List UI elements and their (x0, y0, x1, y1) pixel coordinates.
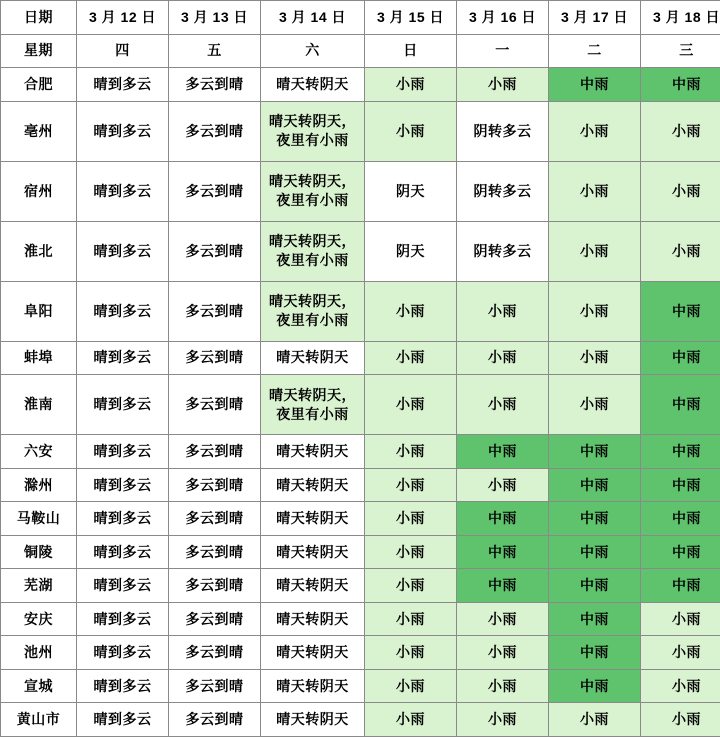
table-body (1, 1, 720, 737)
city-label: 黄山市 (1, 703, 77, 737)
forecast-cell: 晴天转阴天 (261, 602, 365, 636)
forecast-cell (261, 101, 365, 161)
forecast-cell: 小雨 (457, 68, 549, 102)
forecast-cell: 中雨 (457, 502, 549, 536)
forecast-cell: 多云到晴 (169, 68, 261, 102)
forecast-cell: 中雨 (549, 669, 641, 703)
forecast-cell: 多云到晴 (169, 602, 261, 636)
forecast-cell: 多云到晴 (169, 281, 261, 341)
forecast-cell (261, 161, 365, 221)
forecast-cell: 小雨 (549, 703, 641, 737)
forecast-cell: 小雨 (365, 468, 457, 502)
forecast-cell: 中雨 (641, 569, 720, 603)
header-label-date: 日期 (1, 1, 77, 35)
forecast-cell-line: 晴天转阴天， (269, 113, 356, 130)
forecast-cell: 小雨 (549, 281, 641, 341)
forecast-cell: 多云到晴 (169, 636, 261, 670)
forecast-cell: 中雨 (549, 435, 641, 469)
forecast-cell: 晴天转阴天 (261, 468, 365, 502)
table-row (1, 669, 720, 703)
forecast-cell: 小雨 (549, 101, 641, 161)
forecast-cell: 中雨 (549, 569, 641, 603)
forecast-cell: 小雨 (365, 502, 457, 536)
table-row (1, 703, 720, 737)
date-header-1: 3 月 13 日 (169, 1, 261, 35)
forecast-cell: 小雨 (365, 569, 457, 603)
date-header-6: 3 月 18 日 (641, 1, 720, 35)
header-label-weekday: 星期 (1, 34, 77, 68)
forecast-cell: 小雨 (365, 602, 457, 636)
forecast-cell: 晴天转阴天 (261, 669, 365, 703)
forecast-cell-line: 夜里有小雨 (276, 252, 349, 269)
forecast-cell: 晴到多云 (77, 435, 169, 469)
forecast-cell: 小雨 (457, 602, 549, 636)
forecast-cell: 晴到多云 (77, 281, 169, 341)
table-row (1, 161, 720, 221)
forecast-cell: 多云到晴 (169, 375, 261, 435)
forecast-cell: 小雨 (365, 669, 457, 703)
table-row (1, 569, 720, 603)
city-label: 铜陵 (1, 535, 77, 569)
forecast-cell: 晴到多云 (77, 602, 169, 636)
forecast-cell-line: 夜里有小雨 (276, 405, 349, 422)
table-row (1, 101, 720, 161)
forecast-cell: 中雨 (549, 468, 641, 502)
forecast-cell: 阴转多云 (457, 101, 549, 161)
city-label: 池州 (1, 636, 77, 670)
forecast-cell: 阴转多云 (457, 161, 549, 221)
table-row (1, 535, 720, 569)
forecast-cell: 晴天转阴天 (261, 636, 365, 670)
forecast-cell: 阴天 (365, 221, 457, 281)
forecast-cell: 中雨 (549, 502, 641, 536)
forecast-cell: 中雨 (641, 502, 720, 536)
forecast-cell: 小雨 (457, 636, 549, 670)
forecast-cell: 小雨 (457, 341, 549, 375)
forecast-cell-line: 晴天转阴天， (269, 386, 356, 403)
forecast-cell: 小雨 (549, 375, 641, 435)
forecast-cell: 中雨 (457, 435, 549, 469)
forecast-cell: 晴天转阴天 (261, 435, 365, 469)
forecast-cell: 小雨 (641, 602, 720, 636)
forecast-cell (261, 375, 365, 435)
forecast-cell: 晴天转阴天 (261, 569, 365, 603)
forecast-cell: 小雨 (641, 636, 720, 670)
forecast-cell: 晴到多云 (77, 468, 169, 502)
forecast-cell: 晴到多云 (77, 636, 169, 670)
forecast-cell: 晴到多云 (77, 703, 169, 737)
forecast-cell: 阴转多云 (457, 221, 549, 281)
forecast-cell: 小雨 (365, 435, 457, 469)
forecast-cell: 小雨 (641, 101, 720, 161)
city-label: 淮北 (1, 221, 77, 281)
table-row (1, 636, 720, 670)
table-row (1, 221, 720, 281)
forecast-cell: 小雨 (365, 281, 457, 341)
date-header-0: 3 月 12 日 (77, 1, 169, 35)
table-row (1, 68, 720, 102)
city-label: 马鞍山 (1, 502, 77, 536)
weekday-header-4: 一 (457, 34, 549, 68)
forecast-cell: 晴到多云 (77, 535, 169, 569)
weekday-header-0: 四 (77, 34, 169, 68)
city-label: 阜阳 (1, 281, 77, 341)
forecast-cell: 小雨 (365, 375, 457, 435)
date-header-row (1, 1, 720, 35)
forecast-cell: 小雨 (457, 703, 549, 737)
forecast-cell: 小雨 (641, 669, 720, 703)
forecast-cell: 多云到晴 (169, 341, 261, 375)
table-row (1, 602, 720, 636)
weekday-header-1: 五 (169, 34, 261, 68)
forecast-cell: 多云到晴 (169, 535, 261, 569)
forecast-cell: 小雨 (641, 703, 720, 737)
forecast-cell: 小雨 (365, 101, 457, 161)
forecast-cell: 多云到晴 (169, 569, 261, 603)
forecast-cell: 多云到晴 (169, 221, 261, 281)
table-row (1, 341, 720, 375)
city-label: 芜湖 (1, 569, 77, 603)
forecast-cell: 中雨 (641, 535, 720, 569)
city-label: 亳州 (1, 101, 77, 161)
forecast-cell (261, 281, 365, 341)
forecast-cell-line: 夜里有小雨 (276, 192, 349, 209)
forecast-cell: 晴天转阴天 (261, 703, 365, 737)
forecast-cell: 晴天转阴天 (261, 535, 365, 569)
city-label: 滁州 (1, 468, 77, 502)
date-header-3: 3 月 15 日 (365, 1, 457, 35)
city-label: 安庆 (1, 602, 77, 636)
forecast-cell: 中雨 (457, 569, 549, 603)
forecast-cell: 小雨 (549, 221, 641, 281)
forecast-cell: 中雨 (641, 68, 720, 102)
forecast-cell: 小雨 (641, 161, 720, 221)
forecast-cell: 小雨 (365, 636, 457, 670)
forecast-cell: 多云到晴 (169, 468, 261, 502)
weekday-header-row (1, 34, 720, 68)
city-label: 蚌埠 (1, 341, 77, 375)
table-row (1, 281, 720, 341)
forecast-cell: 小雨 (641, 221, 720, 281)
forecast-cell: 中雨 (641, 468, 720, 502)
forecast-cell: 中雨 (457, 535, 549, 569)
forecast-cell: 中雨 (549, 68, 641, 102)
forecast-cell: 小雨 (457, 468, 549, 502)
forecast-cell: 中雨 (549, 636, 641, 670)
forecast-cell: 小雨 (365, 535, 457, 569)
forecast-cell: 中雨 (641, 281, 720, 341)
forecast-cell: 晴天转阴天 (261, 341, 365, 375)
table-row (1, 375, 720, 435)
forecast-cell: 晴天转阴天 (261, 68, 365, 102)
city-label: 六安 (1, 435, 77, 469)
forecast-cell-line: 晴天转阴天， (269, 173, 356, 190)
forecast-cell: 小雨 (549, 161, 641, 221)
forecast-cell: 多云到晴 (169, 435, 261, 469)
forecast-cell-line: 晴天转阴天， (269, 233, 356, 250)
forecast-cell: 阴天 (365, 161, 457, 221)
table-row (1, 502, 720, 536)
forecast-cell: 晴到多云 (77, 569, 169, 603)
forecast-cell: 多云到晴 (169, 502, 261, 536)
table-row (1, 435, 720, 469)
weekday-header-3: 日 (365, 34, 457, 68)
weekday-header-6: 三 (641, 34, 720, 68)
forecast-cell: 小雨 (365, 68, 457, 102)
forecast-cell: 中雨 (549, 602, 641, 636)
forecast-cell: 小雨 (457, 669, 549, 703)
forecast-cell: 中雨 (641, 341, 720, 375)
forecast-cell: 晴到多云 (77, 502, 169, 536)
forecast-cell: 晴到多云 (77, 669, 169, 703)
forecast-cell-line: 夜里有小雨 (276, 132, 349, 149)
forecast-cell: 小雨 (365, 341, 457, 375)
forecast-cell: 多云到晴 (169, 669, 261, 703)
forecast-cell: 晴到多云 (77, 221, 169, 281)
forecast-cell: 小雨 (365, 703, 457, 737)
forecast-cell: 中雨 (549, 535, 641, 569)
forecast-cell: 多云到晴 (169, 101, 261, 161)
forecast-cell: 晴到多云 (77, 161, 169, 221)
date-header-5: 3 月 17 日 (549, 1, 641, 35)
forecast-cell: 中雨 (641, 435, 720, 469)
weekday-header-5: 二 (549, 34, 641, 68)
city-label: 宣城 (1, 669, 77, 703)
forecast-cell: 晴到多云 (77, 341, 169, 375)
date-header-2: 3 月 14 日 (261, 1, 365, 35)
city-label: 淮南 (1, 375, 77, 435)
forecast-cell: 晴到多云 (77, 101, 169, 161)
forecast-cell: 小雨 (457, 375, 549, 435)
city-label: 宿州 (1, 161, 77, 221)
forecast-cell: 多云到晴 (169, 161, 261, 221)
forecast-cell: 晴到多云 (77, 375, 169, 435)
weekday-header-2: 六 (261, 34, 365, 68)
forecast-cell: 小雨 (549, 341, 641, 375)
date-header-4: 3 月 16 日 (457, 1, 549, 35)
forecast-cell: 晴到多云 (77, 68, 169, 102)
city-label: 合肥 (1, 68, 77, 102)
forecast-cell-line: 晴天转阴天， (269, 293, 356, 310)
forecast-cell: 多云到晴 (169, 703, 261, 737)
forecast-cell: 中雨 (641, 375, 720, 435)
forecast-cell: 晴天转阴天 (261, 502, 365, 536)
forecast-cell-line: 夜里有小雨 (276, 312, 349, 329)
forecast-cell: 小雨 (457, 281, 549, 341)
table-row (1, 468, 720, 502)
forecast-cell (261, 221, 365, 281)
